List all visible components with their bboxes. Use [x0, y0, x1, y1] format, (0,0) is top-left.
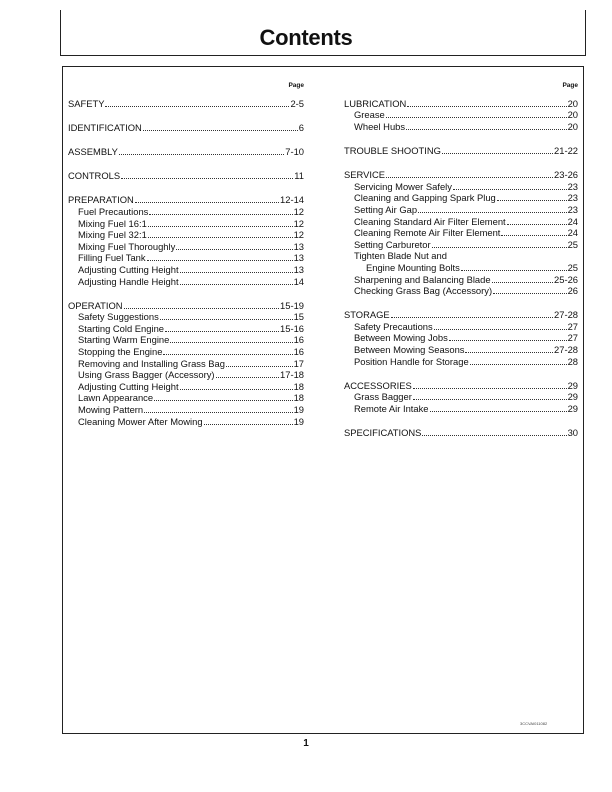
toc-entry-title: SERVICE: [344, 169, 385, 181]
dot-leader: [149, 206, 292, 215]
page-column-label: Page: [562, 82, 578, 89]
toc-entry-title: Lawn Appearance: [78, 392, 154, 404]
toc-heading-entry: [344, 169, 578, 181]
toc-entry-page: 18: [293, 392, 304, 404]
toc-section: [68, 300, 304, 428]
toc-entry-title: Mixing Fuel 16:1: [78, 217, 147, 229]
toc-entry-title: Cleaning Remote Air Filter Element: [354, 227, 501, 239]
toc-entry-title: Servicing Mower Safely: [354, 180, 452, 192]
toc-entry: [68, 264, 304, 276]
dot-leader: [407, 98, 566, 107]
dot-leader: [386, 109, 567, 118]
contents-column-right: [344, 80, 578, 451]
dot-leader: [165, 323, 279, 332]
toc-entry-title: ACCESSORIES: [344, 379, 412, 391]
contents-column-left: [68, 80, 304, 440]
dot-leader: [216, 369, 280, 378]
toc-heading-entry: [68, 122, 304, 134]
toc-heading-entry: [344, 98, 578, 110]
toc-entry: [344, 109, 578, 121]
toc-entry: [68, 346, 304, 358]
toc-entry-title: Wheel Hubs: [354, 120, 406, 132]
toc-entry-page: 27-28: [554, 344, 578, 356]
toc-entry-title: Adjusting Cutting Height: [78, 380, 179, 392]
dot-leader: [430, 403, 567, 412]
toc-entry-page: 27: [567, 320, 578, 332]
toc-entry-title: Safety Precautions: [354, 320, 433, 332]
dot-leader: [148, 218, 293, 227]
toc-entry-title: Mixing Fuel 32:1: [78, 229, 147, 241]
toc-entry-page: 29: [567, 403, 578, 415]
toc-entry-title: Safety Suggestions: [78, 311, 159, 323]
toc-entry-page: 14: [293, 275, 304, 287]
toc-entry-page: 25-26: [554, 273, 578, 285]
dot-leader: [432, 239, 567, 248]
dot-leader: [497, 192, 567, 201]
toc-entry-title: ASSEMBLY: [68, 145, 118, 157]
toc-entry-page: 20: [567, 97, 578, 109]
toc-section: [344, 427, 578, 439]
dot-leader: [406, 121, 566, 130]
toc-entry-title: Engine Mounting Bolts: [366, 261, 460, 273]
toc-heading-entry: [344, 427, 578, 439]
toc-entry-title: Using Grass Bagger (Accessory): [78, 369, 215, 381]
toc-entry: [344, 274, 578, 286]
toc-entry-title: Starting Warm Engine: [78, 334, 170, 346]
toc-entry-page: 28: [567, 355, 578, 367]
toc-entry-title: CONTROLS: [68, 170, 121, 182]
toc-section: [68, 122, 304, 134]
dot-leader: [449, 332, 567, 341]
toc-section: [344, 145, 578, 157]
toc-entry-title: OPERATION: [68, 299, 123, 311]
toc-entry-page: 21-22: [554, 144, 578, 156]
toc-entry: [68, 358, 304, 370]
toc-entry-page: 24: [567, 215, 578, 227]
toc-entry-page: 13: [293, 240, 304, 252]
toc-section: [344, 98, 578, 133]
toc-entry: [344, 262, 578, 274]
toc-entry-page: 19: [293, 415, 304, 427]
toc-entry-page: 13: [293, 263, 304, 275]
toc-entry: [68, 241, 304, 253]
dot-leader: [180, 381, 293, 390]
dot-leader: [442, 145, 553, 154]
toc-entry-page: 11: [294, 170, 304, 182]
toc-entry: [344, 227, 578, 239]
toc-section: [68, 98, 304, 110]
toc-entry-title: TROUBLE SHOOTING: [344, 144, 441, 156]
toc-entry-page: 15: [293, 311, 304, 323]
toc-heading-entry: [68, 146, 304, 158]
toc-entry-page: 30: [567, 427, 578, 439]
toc-entry-page: 16: [293, 334, 304, 346]
toc-entry-title: Fuel Precautions: [78, 205, 149, 217]
toc-entry-title: PREPARATION: [68, 194, 134, 206]
toc-entry-title: Starting Cold Engine: [78, 322, 164, 334]
toc-entry-title: Filling Fuel Tank: [78, 252, 146, 264]
toc-entry-page: 20: [567, 109, 578, 121]
dot-leader: [154, 392, 293, 401]
toc-entry-title: Setting Carburetor: [354, 238, 431, 250]
toc-entry-title: Removing and Installing Grass Bag: [78, 357, 225, 369]
dot-leader: [434, 321, 567, 330]
dot-leader: [163, 346, 292, 355]
toc-entry-page: 29: [567, 391, 578, 403]
dot-leader: [226, 358, 293, 367]
toc-entry: [344, 344, 578, 356]
toc-entry: [344, 216, 578, 228]
toc-entry: [68, 416, 304, 428]
toc-entry-page: 17: [293, 357, 304, 369]
toc-entry-page: 12: [293, 205, 304, 217]
toc-entry: [68, 252, 304, 264]
dot-leader: [170, 334, 292, 343]
toc-entry-title: Position Handle for Storage: [354, 355, 469, 367]
dot-leader: [507, 216, 567, 225]
toc-entry-title: STORAGE: [344, 309, 390, 321]
toc-entry-title: Setting Air Gap: [354, 203, 418, 215]
toc-entry: [68, 218, 304, 230]
toc-entry-title: Between Mowing Seasons: [354, 344, 465, 356]
dot-leader: [135, 194, 279, 203]
toc-entry-page: 15-16: [280, 322, 304, 334]
toc-entry: [344, 239, 578, 251]
toc-entry-page: 29: [567, 379, 578, 391]
toc-entry: [344, 121, 578, 133]
toc-entry: [344, 332, 578, 344]
toc-entry: [344, 192, 578, 204]
toc-entry-page: 26: [567, 285, 578, 297]
toc-entry-title: Grass Bagger: [354, 391, 412, 403]
dot-leader: [124, 300, 279, 309]
dot-leader: [176, 241, 292, 250]
toc-entry-page: 23-26: [554, 169, 578, 181]
toc-entry-page: 7-10: [285, 145, 304, 157]
toc-entry-page: 25: [567, 238, 578, 250]
toc-entry-title: Checking Grass Bag (Accessory): [354, 285, 493, 297]
toc-entry-title: SPECIFICATIONS: [344, 427, 422, 439]
toc-entry-title: Grease: [354, 109, 385, 121]
toc-entry: [344, 285, 578, 297]
dot-leader: [448, 251, 577, 259]
toc-entry-page: 23: [567, 203, 578, 215]
toc-entry: [68, 276, 304, 288]
toc-entry: [344, 403, 578, 415]
dot-leader: [453, 181, 567, 190]
toc-entry-page: 27-28: [554, 309, 578, 321]
toc-section: [68, 170, 304, 182]
toc-entry-page: 17-18: [280, 369, 304, 381]
dot-leader: [461, 262, 567, 271]
toc-entry: [68, 369, 304, 381]
dot-leader: [121, 170, 293, 179]
page-column-label: Page: [288, 82, 304, 89]
toc-section: [344, 169, 578, 297]
dot-leader: [413, 391, 567, 400]
toc-entry: [68, 229, 304, 241]
toc-entry-page: 12: [293, 217, 304, 229]
toc-section: [344, 380, 578, 415]
toc-entry-page: 20: [567, 120, 578, 132]
dot-leader: [418, 204, 567, 213]
toc-section: [68, 194, 304, 287]
toc-entry: [344, 250, 578, 262]
toc-entry: [68, 334, 304, 346]
toc-entry-page: 12-14: [280, 194, 304, 206]
toc-entry-title: IDENTIFICATION: [68, 121, 142, 133]
dot-leader: [470, 356, 567, 365]
dot-leader: [143, 122, 298, 131]
toc-entry-page: 15-19: [280, 299, 304, 311]
dot-leader: [492, 274, 553, 283]
dot-leader: [422, 427, 566, 436]
dot-leader: [391, 309, 553, 318]
toc-entry-title: Adjusting Handle Height: [78, 275, 179, 287]
toc-entry-title: Cleaning and Gapping Spark Plug: [354, 192, 496, 204]
dot-leader: [493, 285, 566, 294]
toc-heading-entry: [68, 98, 304, 110]
toc-entry-page: 24: [567, 227, 578, 239]
dot-leader: [204, 416, 293, 425]
toc-heading-entry: [344, 145, 578, 157]
toc-entry-page: 12: [293, 229, 304, 241]
dot-leader: [413, 380, 567, 389]
toc-entry: [68, 206, 304, 218]
dot-leader: [105, 98, 289, 107]
toc-entry: [344, 391, 578, 403]
dot-leader: [160, 311, 293, 320]
toc-entry-title: Remote Air Intake: [354, 403, 429, 415]
page-number: 1: [303, 738, 309, 749]
toc-entry: [68, 404, 304, 416]
document-code: 3CCVAI011082: [520, 721, 548, 726]
toc-entry: [68, 311, 304, 323]
dot-leader: [148, 229, 293, 238]
toc-entry: [68, 323, 304, 335]
toc-entry-page: 18: [293, 380, 304, 392]
dot-leader: [465, 344, 553, 353]
toc-section: [68, 146, 304, 158]
toc-entry-page: 23: [567, 192, 578, 204]
toc-heading-entry: [68, 194, 304, 206]
toc-entry-title: SAFETY: [68, 97, 105, 109]
toc-entry-title: Adjusting Cutting Height: [78, 263, 179, 275]
toc-entry-title: Mixing Fuel Thoroughly: [78, 240, 176, 252]
toc-entry-page: 27: [567, 332, 578, 344]
dot-leader: [386, 169, 553, 178]
toc-section: [344, 309, 578, 367]
toc-entry-page: 2-5: [290, 97, 304, 109]
toc-entry-page: 13: [293, 252, 304, 264]
page-title: Contents: [259, 25, 353, 50]
toc-entry-page: 19: [293, 404, 304, 416]
toc-heading-entry: [344, 309, 578, 321]
toc-entry-title: Tighten Blade Nut and: [354, 250, 447, 262]
toc-entry-title: Stopping the Engine: [78, 346, 163, 358]
toc-entry-title: LUBRICATION: [344, 97, 407, 109]
toc-entry: [344, 321, 578, 333]
dot-leader: [119, 146, 284, 155]
toc-entry-page: 6: [298, 121, 304, 133]
toc-entry-title: Sharpening and Balancing Blade: [354, 273, 491, 285]
dot-leader: [147, 252, 293, 261]
dot-leader: [144, 404, 292, 413]
toc-entry: [68, 392, 304, 404]
toc-entry-title: Cleaning Mower After Mowing: [78, 415, 203, 427]
toc-entry-title: Between Mowing Jobs: [354, 332, 448, 344]
toc-entry: [68, 381, 304, 393]
dot-leader: [180, 264, 293, 273]
toc-heading-entry: [344, 380, 578, 392]
toc-entry-page: 25: [567, 261, 578, 273]
toc-entry-page: 23: [567, 180, 578, 192]
dot-leader: [501, 227, 566, 236]
toc-entry-page: 16: [293, 346, 304, 358]
dot-leader: [180, 276, 293, 285]
toc-entry: [344, 356, 578, 368]
toc-heading-entry: [68, 300, 304, 312]
toc-entry-title: Cleaning Standard Air Filter Element: [354, 215, 506, 227]
toc-entry-title: Mowing Pattern: [78, 404, 144, 416]
toc-heading-entry: [68, 170, 304, 182]
toc-entry: [344, 181, 578, 193]
toc-entry: [344, 204, 578, 216]
